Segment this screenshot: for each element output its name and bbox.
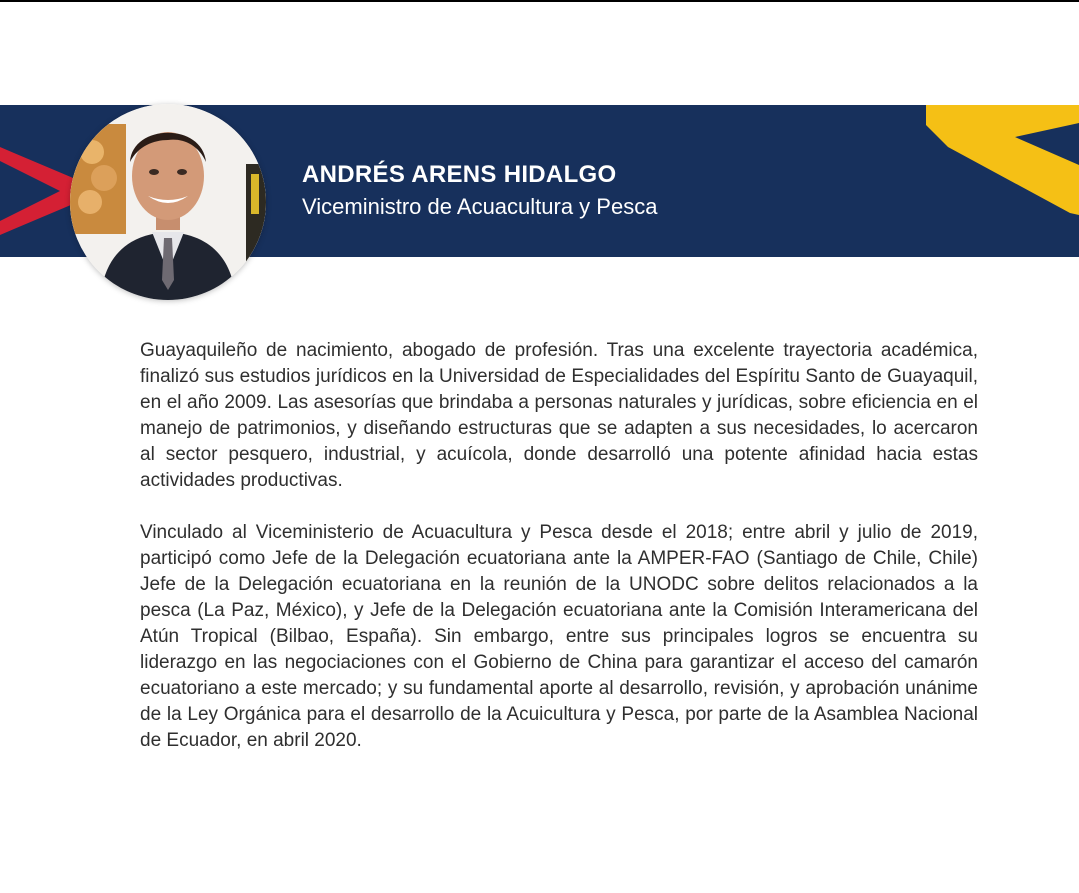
biography-section [140, 338, 978, 754]
person-portrait-icon [70, 104, 266, 300]
top-border-line [0, 0, 1079, 2]
bio-paragraph-2: Vinculado al Viceministerio de Acuacultura y Pesca desde el 2018; entre abril y julio de 2019, participó como Jefe de la Delegación ecuatoriana ante la AMPER-FAO (Santiago de Chile, Chile) Jefe de la Delegación ecuatoriana en la reunión de la UNODC sobre delitos relacionados a la pesca (La Paz, México), y Jefe de la Delegación ecuatoriana ante la Comisión Interamericana del Atún Tropical (Bilbao, España). Sin embargo, entre sus principales logros se encuentra su liderazgo en las negociaciones con el Gobierno de China para garantizar el acceso del camarón ecuatoriano a este mercado; y su fundamental aporte al desarrollo, revisión, y aprobación unánime de la Ley Orgánica para el desarrollo de la Acuicultura y Pesca, por parte de la Asamblea Nacional de Ecuador, en abril 2020. [140, 522, 978, 751]
portrait-photo [70, 104, 266, 300]
person-title: Viceministro de Acuacultura y Pesca [302, 194, 658, 219]
bio-paragraph-1: Guayaquileño de nacimiento, abogado de profesión. Tras una excelente trayectoria académica, finalizó sus estudios jurídicos en la Universidad de Especialidades del Espíritu Santo de Guayaquil, en el año 2009. Las asesorías que brindaba a personas naturales y jurídicas, sobre eficiencia en el manejo de patrimonios, y diseñando estructuras que se adapten a sus necesidades, lo acercaron al sector pesquero, industrial, y acuícola, donde desarrolló una potente afinidad hacia estas actividades productivas. [140, 340, 978, 491]
person-name: ANDRÉS ARENS HIDALGO [302, 161, 617, 188]
